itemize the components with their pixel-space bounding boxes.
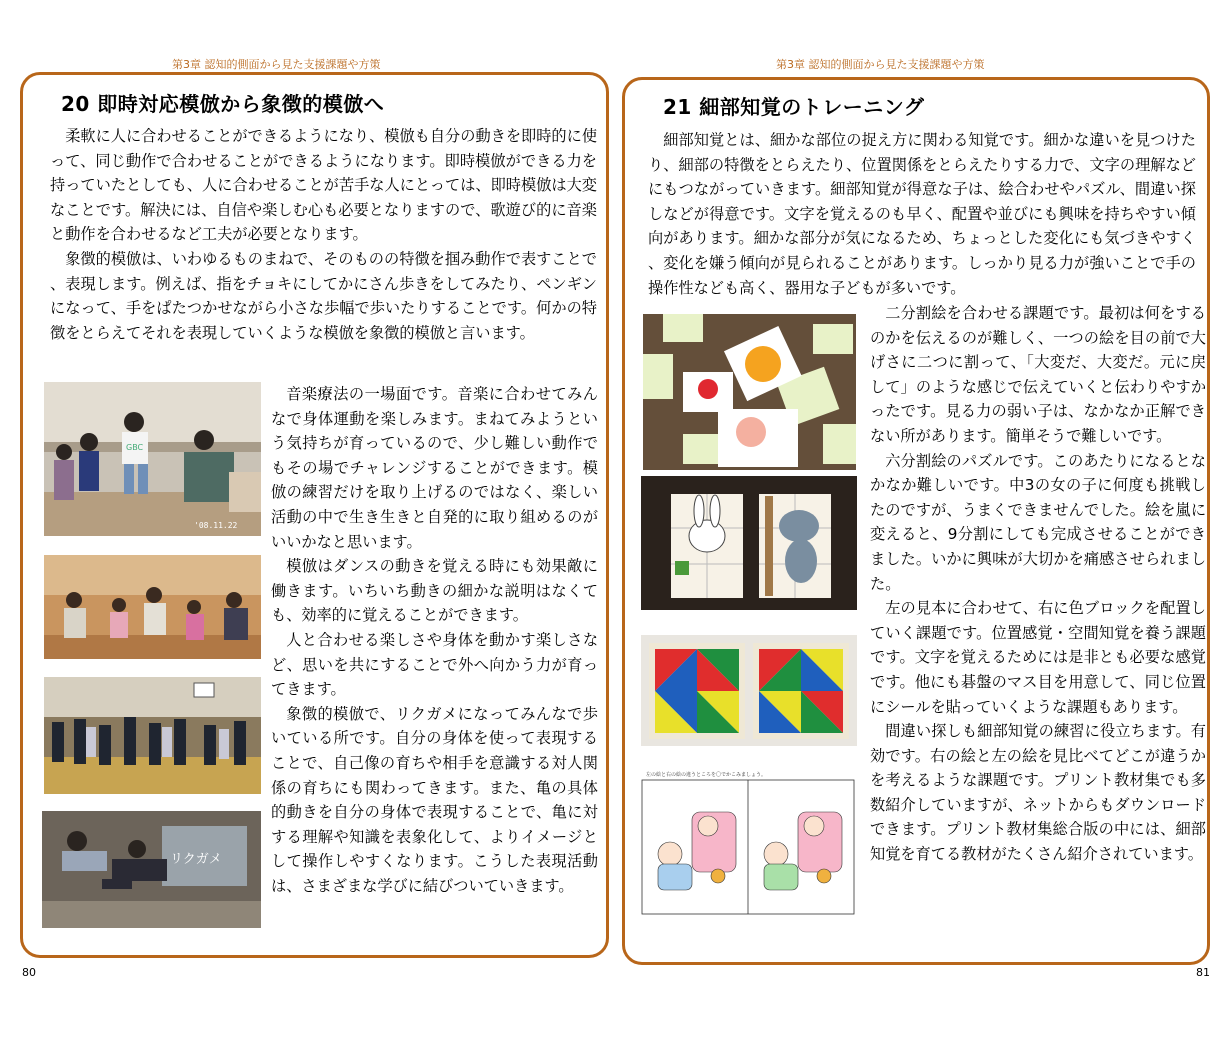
- paragraph: 象徴的模倣は、いわゆるものまねで、そのものの特徴を掴み動作で表すことで、表現します。例えば、指をチョキにしてかにさん歩きをしてみたり、ペンギンになって、手をぱたつかせながら小さな歩幅で歩いたりすることです。何かの特徴をとらえてそれを表現していくような模倣を象徴的模倣と言います。: [50, 249, 597, 342]
- two-piece-cards-photo: [643, 314, 856, 470]
- worksheet-caption: 左の絵と右の絵の違うところを〇でかこみましょう。: [646, 772, 767, 778]
- music-therapy-photo: [44, 382, 261, 536]
- shirt-text: GBC: [126, 443, 144, 452]
- paragraph: 音楽療法の一場面です。音楽に合わせてみんなで身体運動を楽しみます。まねてみようという気持ちが育っているので、少し難しい動作でもその場でチャレンジすることができます。模倣の練習だけを取り上げるのではなく、楽しい活動の中で生き生きと自発的に取り組めるのがいいかなと思います。: [271, 385, 598, 551]
- page-number: 80: [22, 966, 36, 979]
- page-number: 81: [1196, 966, 1210, 979]
- side-text: [870, 301, 1206, 867]
- six-piece-puzzle-photo: [641, 476, 857, 610]
- photo-timestamp: '08.11.22: [194, 521, 238, 530]
- section-title: 21 細部知覚のトレーニング: [663, 95, 925, 119]
- intro-text: [648, 128, 1196, 300]
- intro-text: [50, 124, 597, 345]
- paragraph: 人と合わせる楽しさや身体を動かす楽しさなど、思いを共にすることで外へ向かう力が育ってきます。: [271, 630, 599, 699]
- chapter-header: 第3章 認知的側面から見た支援課題や方策: [776, 58, 985, 71]
- color-blocks-photo: [641, 635, 857, 746]
- spot-difference-worksheet: [640, 766, 856, 916]
- paragraph: 象徴的模倣で、リクガメになってみんなで歩いている所です。自分の身体を使って表現することで、自己像の育ちや相手を意識する対人関係の育ちにも関わってきます。また、亀の具体的動きを自分の身体で表現することで、亀に対する理解や知識を表象化して、よりイメージとして操作しやすくなります。こうした表現活動は、さまざまな学びに結びついていきます。: [271, 704, 598, 895]
- paragraph: 左の見本に合わせて、右に色ブロックを配置していく課題です。位置感覚・空間知覚を養う課題です。文字を覚えるためには是非とも必要な感覚です。他にも碁盤のマス目を用意して、同じ位置にシールを貼っていくような課題もあります。: [870, 599, 1206, 716]
- paragraph: 模倣はダンスの動きを覚える時にも効果敵に働きます。いちいち動きの細かな説明はなくても、効率的に覚えることができます。: [271, 557, 598, 625]
- screen-text: リクガメ: [170, 852, 222, 867]
- chapter-header: 第3章 認知的側面から見た支援課題や方策: [172, 58, 381, 71]
- left-page: [0, 0, 612, 1000]
- right-page: [612, 0, 1223, 1000]
- turtle-photo: [42, 811, 261, 928]
- paragraph: 間違い探しも細部知覚の練習に役立ちます。有効です。右の絵と左の絵を見比べてどこが違うかを考えるような課題です。プリント教材集でも多数紹介していますが、ネットからもダウンロードできます。プリント教材集総合版の中には、細部知覚を育てる教材がたくさん紹介されています。: [870, 722, 1206, 864]
- paragraph: 柔軟に人に合わせることができるようになり、模倣も自分の動きを即時的に使って、同じ動作で合わせることができるようになります。即時模倣ができる力を持っていたとしても、人に合わせることが苦手な人にとっては、即時模倣は大変なことです。解決には、自信や楽しむ心も必要となりますので、歌遊び的に音楽と動作を合わせるなど工夫が必要となります。: [50, 127, 597, 244]
- section-title: 20 即時対応模倣から象徴的模倣へ: [61, 92, 385, 116]
- paragraph: 細部知覚とは、細かな部位の捉え方に関わる知覚です。細かな違いを見つけたり、細部の特徴をとらえたり、位置関係をとらえたりする力で、文字の理解などにもつながっていきます。細部知覚が得意な子は、絵合わせやパズル、間違い探しなどが得意です。文字を覚えるのも早く、配置や並びにも興味を持ちやすい傾向があります。細かな部分が気になるため、ちょっとした変化にも気づきやすく、変化を嫌う傾向が見られることがあります。しっかり見る力が強いことで手の操作性なども高く、器用な子どもが多いです。: [648, 131, 1196, 297]
- paragraph: 二分割絵を合わせる課題です。最初は何をするのかを伝えるのが難しく、一つの絵を目の前で大げさに二つに割って、「大変だ、大変だ。元に戻して」のような感じで伝えていくと伝わりやすかったです。見る力の弱い子は、なかなか正解できない所があります。簡単そうで難しいです。: [870, 304, 1206, 445]
- gym-group-photo: [44, 677, 261, 794]
- side-text: [271, 382, 598, 898]
- paragraph: 六分割絵のパズルです。このあたりになるとなかなか難しいです。中3の女の子に何度も挑戦したのですが、うまくできませんでした。絵を嵐に変えると、9分割にしても完成させることができました。いかに興味が大切かを痛感させられました。: [870, 451, 1206, 593]
- dance-photo: [44, 555, 261, 659]
